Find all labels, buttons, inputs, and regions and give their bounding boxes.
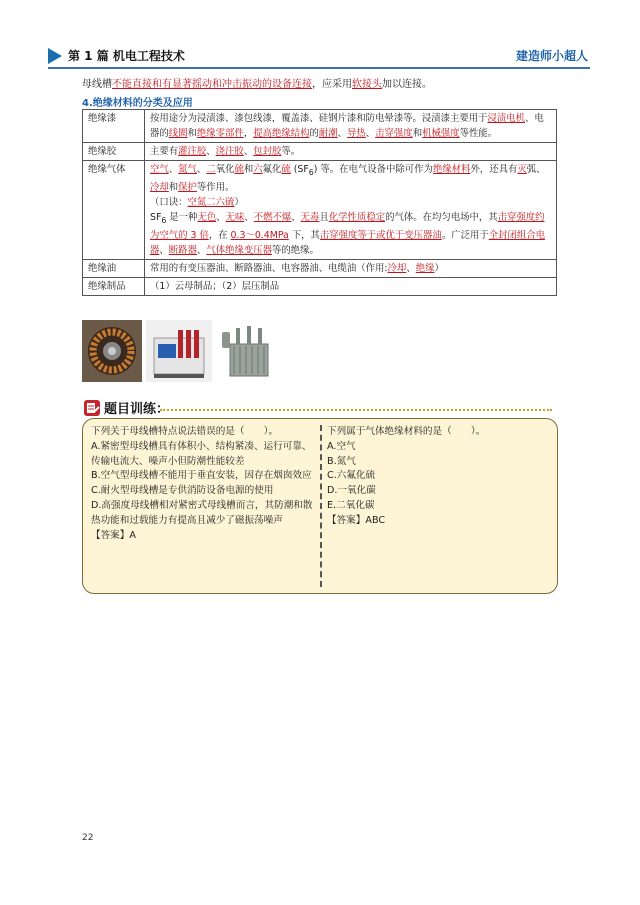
column-divider (320, 425, 322, 587)
intro-paragraph: 母线槽不能直接和有显著摇动和冲击振动的设备连接，应采用软接头加以连接。 (82, 79, 432, 90)
table-row (83, 161, 557, 260)
row-key: 绝缘油 (83, 259, 145, 277)
chapter-title: 第 1 篇 机电工程技术 (68, 49, 185, 63)
row-key: 绝缘胶 (83, 143, 145, 161)
row-value: 空气、氮气、二氧化硫和六氟化硫 $(SF_6)$ 等。在电气设备中除可作为绝缘材料外，还具有灭弧、冷却和保护等作用。 （口诀：空氮二六硫） $SF_6$ 是一种无色、无味、不燃不爆、无毒且化学性质稳定的气体。在均匀电场中，其击穿强度约为空气的 3 倍，在 0.3～0.4MPa 下，其击穿强度等于或优于变压器油。广泛用于全封闭组合电器、断路器、气体绝缘变压器等的绝缘。 (145, 161, 557, 260)
chapter-marker-icon (48, 48, 62, 64)
header-rule (48, 67, 590, 69)
option-d: D.高强度母线槽相对紧密式母线槽而言，其防潮和散热功能和过载能力有提高且减少了磁振荡噪声 (91, 499, 313, 526)
option-c: C.耐火型母线槽是专供消防设备电源的使用 (91, 485, 274, 497)
row-value: 常用的有变压器油、断路器油、电容器油、电缆油（作用:冷却、绝缘） (145, 259, 557, 277)
option-c: C.六氟化硫 (327, 470, 376, 482)
option-a: A.紧密型母线槽具有体积小、结构紧凑、运行可靠、传输电流大、噪声小但防潮性能较差 (91, 440, 312, 467)
table-row (83, 110, 557, 143)
insulation-materials-table (82, 109, 557, 296)
table-row (83, 259, 557, 277)
row-value: 按用途分为浸渍漆、漆包线漆，覆盖漆、硅钢片漆和防电晕漆等。浸渍漆主要用于浸渍电机、电器的线圈和绝缘零部件，提高绝缘结构的耐潮、导热、击穿强度和机械强度等性能。 (145, 110, 557, 143)
question-right (327, 425, 549, 529)
table-row (83, 143, 557, 161)
brand-name: 建造师小超人 (515, 49, 588, 63)
exercise-section-title: 题目训练： (104, 402, 170, 417)
question-left (91, 425, 313, 543)
row-value: 主要有灌注胶、浇注胶、包封胶等。 (145, 143, 557, 161)
answer: 【答案】A (91, 529, 136, 541)
option-b: B.空气型母线槽不能用于垂直安装，因存在烟囱效应 (91, 470, 312, 482)
row-key: 绝缘气体 (83, 161, 145, 260)
question-stem: 下列属于气体绝缘材料的是（ ）。 (327, 426, 486, 437)
circuit-breaker-photo (146, 320, 212, 382)
option-e: E.二氧化碳 (327, 499, 375, 511)
option-a: A.空气 (327, 440, 356, 452)
option-d: D.一氧化碳 (327, 485, 376, 497)
row-key: 绝缘制品 (83, 277, 145, 295)
page-number: 22 (82, 833, 94, 843)
row-key: 绝缘漆 (83, 110, 145, 143)
dotted-divider (160, 409, 552, 411)
exercise-icon (83, 399, 101, 417)
gas-insulated-transformer-photo (216, 320, 282, 382)
table-row (83, 277, 557, 295)
page-header (48, 45, 590, 71)
motor-winding-photo (82, 320, 142, 382)
section-title: 4.绝缘材料的分类及应用 (82, 98, 193, 109)
answer: 【答案】ABC (327, 514, 386, 526)
question-stem: 下列关于母线槽特点说法错误的是（ ）。 (91, 426, 279, 437)
option-b: B.氮气 (327, 455, 356, 467)
exercise-box (82, 418, 558, 594)
row-value: （1）云母制品；（2）层压制品 (145, 277, 557, 295)
